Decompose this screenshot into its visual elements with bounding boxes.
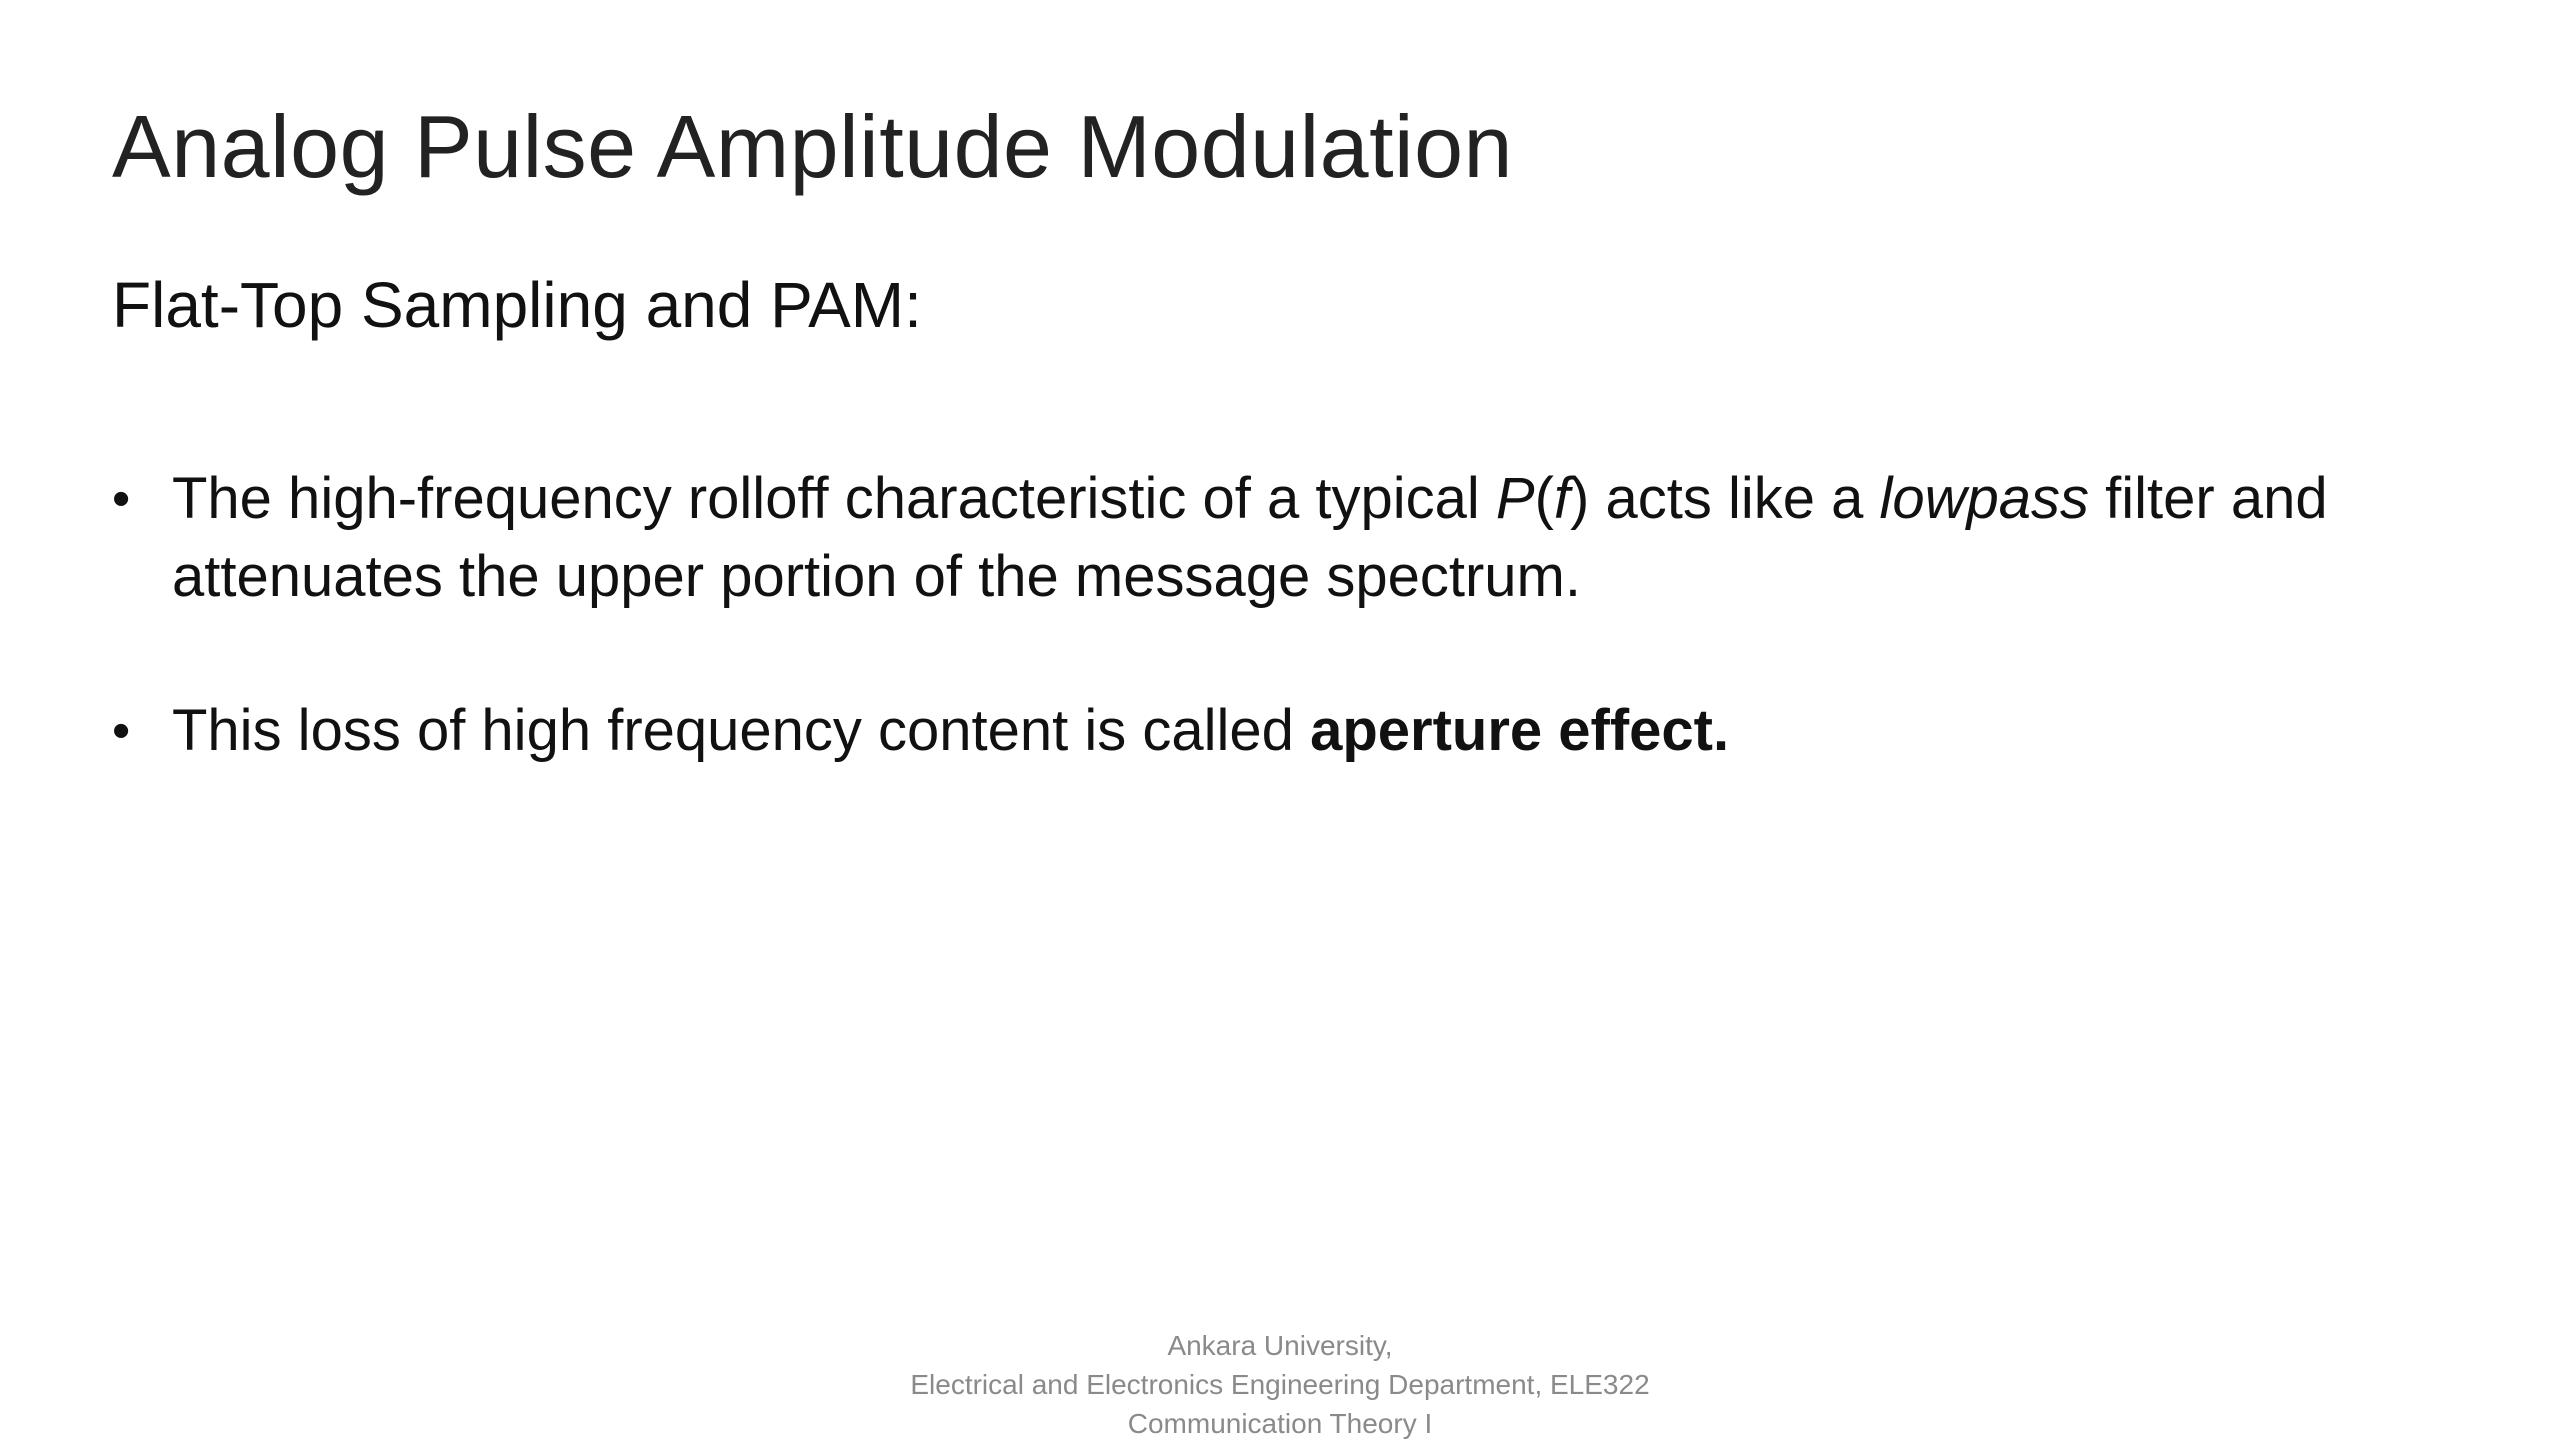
footer-line: Electrical and Electronics Engineering Department, ELE322 [910,1369,1650,1400]
bullet-text: filter and attenuates the upper portion of the message spectrum. [172,466,2328,609]
italic-text: f [1553,466,1571,531]
bold-text: aperture effect. [1310,698,1730,763]
bullet-text: The high-frequency rolloff characteristic of a typical [172,466,1496,531]
bullet-dot-icon: • [112,702,131,760]
italic-text: P [1495,466,1535,531]
slide-title: Analog Pulse Amplitude Modulation [112,97,1513,196]
slide-subtitle: Flat-Top Sampling and PAM: [112,269,922,341]
bullet-item-rolloff [112,460,2442,616]
footer-line: Ankara University, [1167,1330,1393,1361]
bullet-text: ) acts like a [1570,466,1880,531]
bullet-dot-icon: • [112,470,131,528]
italic-text: lowpass [1879,466,2090,531]
bullet-text: This loss of high frequency content is called [172,698,1311,763]
bullet-text: ( [1534,466,1554,531]
slide-footer [0,1326,2560,1440]
bullet-item-aperture [112,692,2442,770]
footer-line: Communication Theory I [1127,1408,1433,1439]
bullet-list [112,460,2442,770]
